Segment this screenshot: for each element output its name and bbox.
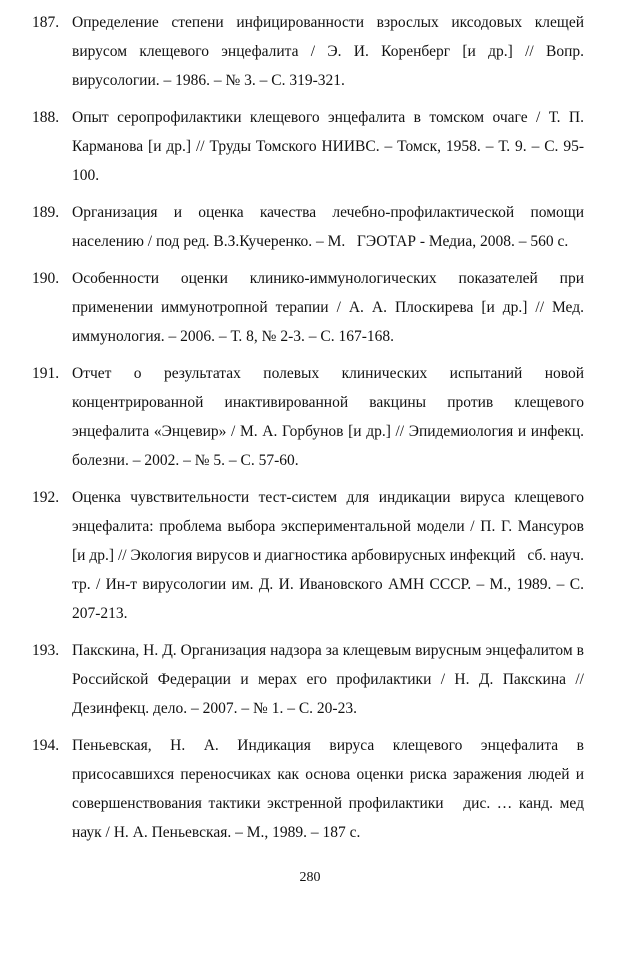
reference-number: 187. xyxy=(32,14,60,31)
page-number: 280 xyxy=(299,870,321,885)
reference-item-188 xyxy=(32,103,588,190)
reference-text: Особенности оценки клинико-иммунологических показателей при применении иммунотропной терапии / А. А. Плоскирева [и др.] // Мед. иммунология. – 2006. – Т. 8, № 2-3. – С. 167-168. xyxy=(72,270,588,345)
reference-item-194 xyxy=(32,731,588,847)
reference-number: 192. xyxy=(32,489,60,506)
reference-item-187 xyxy=(32,8,588,95)
reference-item-190 xyxy=(32,264,588,351)
reference-text: Организация и оценка качества лечебно-профилактической помощи населению / под ред. В.З.Кучеренко. – М. ГЭОТАР - Медиа, 2008. – 560 с. xyxy=(72,204,588,250)
reference-item-189 xyxy=(32,198,588,256)
reference-text: Определение степени инфицированности взрослых иксодовых клещей вирусом клещевого энцефалита / Э. И. Коренберг [и др.] // Вопр. вирусологии. – 1986. – № 3. – С. 319-321. xyxy=(72,14,588,89)
reference-text: Оценка чувствительности тест-систем для индикации вируса клещевого энцефалита: проблема выбора экспериментальной модели / П. Г. Мансуров [и др.] // Экология вирусов и диагностика арбовирусных инфекций сб. науч. тр. / Ин-т вирусологии им. Д. И. Ивановского АМН СССР. – М., 1989. – С. 207-213. xyxy=(72,489,588,622)
reference-item-193 xyxy=(32,636,588,723)
reference-text: Отчет о результатах полевых клинических испытаний новой концентрированной инактивированной вакцины против клещевого энцефалита «Энцевир» / М. А. Горбунов [и др.] // Эпидемиология и инфекц. болезни. – 2002. – № 5. – С. 57-60. xyxy=(72,365,588,469)
reference-text: Опыт серопрофилактики клещевого энцефалита в томском очаге / Т. П. Карманова [и др.] // Труды Томского НИИВС. – Томск, 1958. – Т. 9. – С. 95-100. xyxy=(72,109,588,184)
reference-list xyxy=(32,8,588,855)
reference-text: Пеньевская, Н. А. Индикация вируса клещевого энцефалита в присосавшихся переносчиках как основа оценки риска заражения людей и совершенствования тактики экстренной профилактики дис. … канд. мед наук / Н. А. Пеньевская. – М., 1989. – 187 с. xyxy=(72,737,588,841)
reference-number: 190. xyxy=(32,270,60,287)
reference-number: 193. xyxy=(32,642,60,659)
reference-item-192 xyxy=(32,483,588,628)
reference-number: 194. xyxy=(32,737,60,754)
reference-item-191 xyxy=(32,359,588,475)
reference-number: 191. xyxy=(32,365,60,382)
reference-number: 188. xyxy=(32,109,60,126)
reference-number: 189. xyxy=(32,204,60,221)
reference-text: Паксĸина, Н. Д. Организация надзора за клещевым вирусным энцефалитом в Российской Федерации и мерах его профилактики / Н. Д. Паксĸина // Дезинфекц. дело. – 2007. – № 1. – С. 20-23. xyxy=(72,642,588,717)
